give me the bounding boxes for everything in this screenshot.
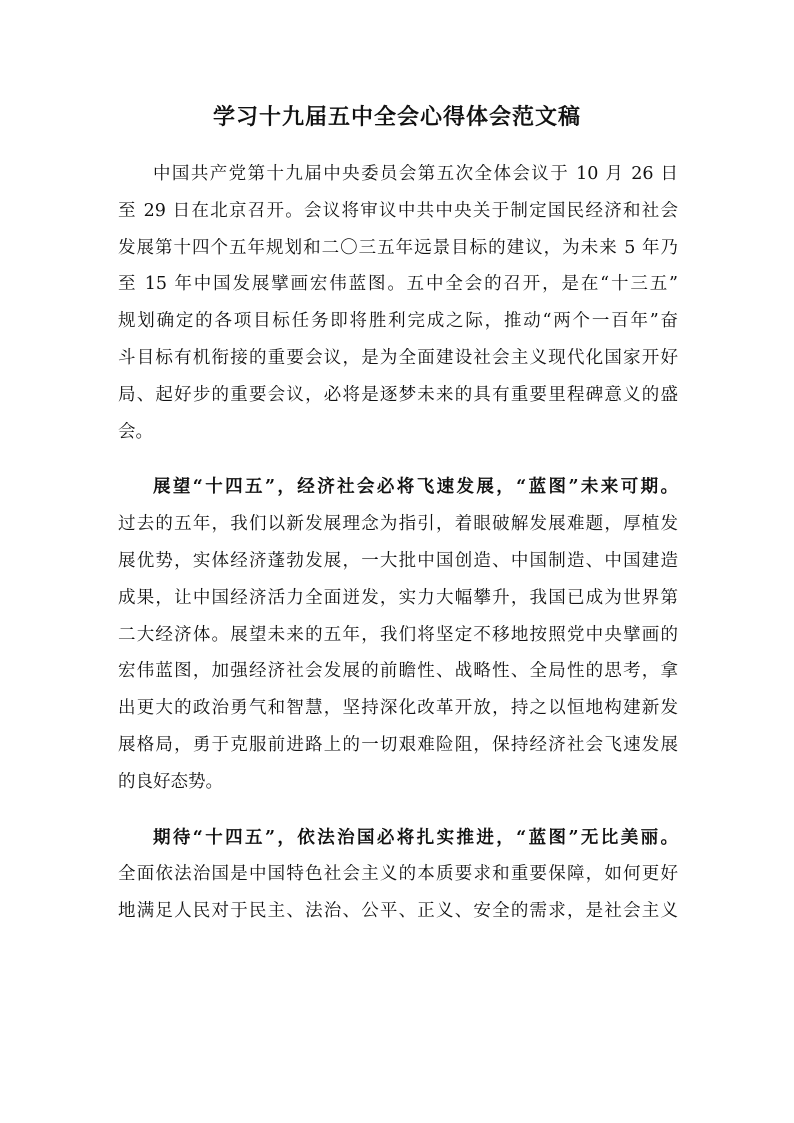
text-line: 中国共产党第十九届中央委员会第五次全体会议于 10 月 26 日: [153, 164, 678, 184]
text-line: 至 29 日在北京召开。会议将审议中共中央关于制定国民经济和社会: [118, 200, 678, 221]
document-body: [118, 156, 678, 930]
text-line: 规划确定的各项目标任务即将胜利完成之际，推动“两个一百年”奋: [118, 311, 678, 332]
paragraph-economy: [118, 469, 678, 800]
text-line: 全面依法治国是中国特色社会主义的本质要求和重要保障，如何更好: [118, 864, 678, 885]
text-line: 至 15 年中国发展擘画宏伟蓝图。五中全会的召开，是在“十三五”: [118, 274, 678, 295]
paragraph-heading: 展望“十四五”，经济社会必将飞速发展，“蓝图”未来可期。: [153, 477, 678, 498]
text-line: 会。: [118, 421, 153, 442]
document-title: 学习十九届五中全会心得体会范文稿: [212, 104, 581, 130]
text-line: 发展第十四个五年规划和二〇三五年远景目标的建议，为未来 5 年乃: [118, 237, 678, 258]
text-line: 成果，让中国经济活力全面迸发，实力大幅攀升，我国已成为世界第: [118, 587, 678, 608]
text-line: 斗目标有机衔接的重要会议，是为全面建设社会主义现代化国家开好: [118, 347, 678, 368]
text-line: 的良好态势。: [118, 771, 223, 792]
text-line: 展优势，实体经济蓬勃发展，一大批中国创造、中国制造、中国建造: [118, 550, 678, 571]
paragraph-intro: [118, 156, 678, 450]
paragraph-rule-of-law: [118, 820, 678, 930]
text-line: 宏伟蓝图，加强经济社会发展的前瞻性、战略性、全局性的思考，拿: [118, 661, 678, 682]
text-line: 过去的五年，我们以新发展理念为指引，着眼破解发展难题，厚植发: [118, 514, 678, 535]
text-line: 出更大的政治勇气和智慧，坚持深化改革开放，持之以恒地构建新发: [118, 698, 678, 719]
text-line: 地满足人民对于民主、法治、公平、正义、安全的需求，是社会主义: [118, 901, 678, 922]
text-line: 局、起好步的重要会议，必将是逐梦未来的具有重要里程碑意义的盛: [118, 384, 678, 405]
text-line: 展格局，勇于克服前进路上的一切艰难险阻，保持经济社会飞速发展: [118, 734, 678, 755]
paragraph-heading: 期待“十四五”，依法治国必将扎实推进，“蓝图”无比美丽。: [153, 827, 678, 848]
text-line: 二大经济体。展望未来的五年，我们将坚定不移地按照党中央擘画的: [118, 624, 678, 645]
